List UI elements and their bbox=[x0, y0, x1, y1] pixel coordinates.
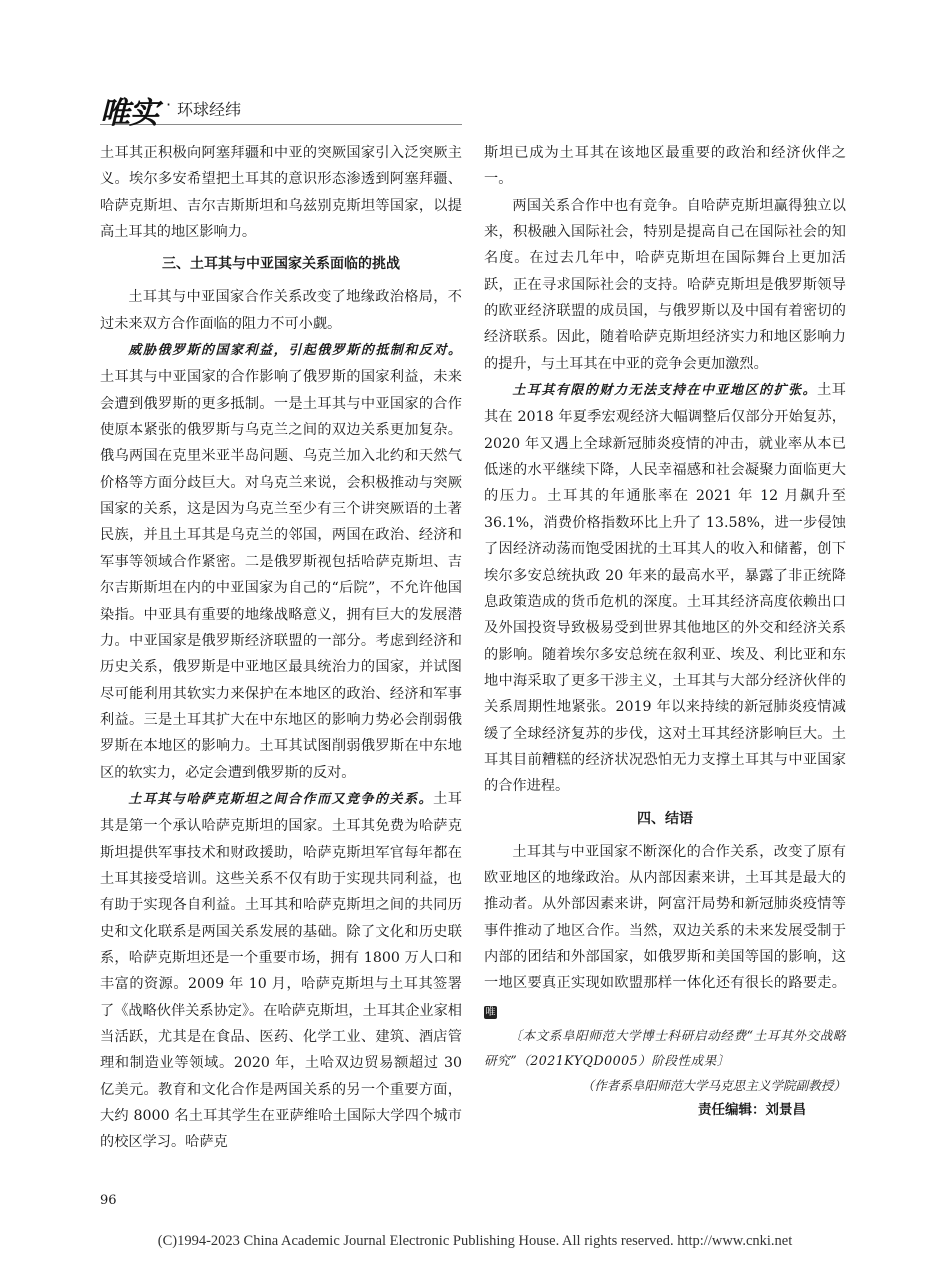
paragraph bbox=[100, 786, 462, 1156]
lead-sentence: 土耳其有限的财力无法支持在中亚地区的扩张。 bbox=[512, 383, 818, 399]
lead-sentence: 土耳其与哈萨克斯坦之间合作而又竞争的关系。 bbox=[128, 791, 434, 807]
left-column bbox=[100, 140, 462, 1156]
magazine-logo: 唯实 bbox=[100, 96, 158, 131]
paragraph bbox=[484, 377, 846, 800]
section-title: 环球经纬 bbox=[177, 100, 242, 119]
paragraph: 斯坦已成为土耳其在该地区最重要的政治和经济伙伴之一。 bbox=[484, 145, 846, 188]
paragraph-body: 土耳其在 2018 年夏季宏观经济大幅调整后仅部分开始复苏，2020 年又遇上全球新冠肺炎疫情的冲击，就业率从本已低迷的水平继续下降，人民幸福感和社会凝聚力面临更大的压力。土耳其的年通胀率在 2021 年 12 月飙升至 36.1%，消费价格指数环比上升了 13.58%，进一步侵蚀了因经济动荡而饱受困扰的土耳其人的收入和储蓄，创下埃尔多安总统执政 20 年来的最高水平，暴露了非正统降息政策造成的货币危机的深度。土耳其经济高度依赖出口及外国投资导致极易受到世界其他地区的外交和经济关系的影响。随着埃尔多安总统在叙利亚、埃及、利比亚和东地中海采取了更多干涉主义，土耳其与大部分经济伙伴的关系周期性地紧张。2019 年以来持续的新冠肺炎疫情减缓了全球经济复苏的步伐，这对土耳其经济影响巨大。土耳其目前糟糕的经济状况恐怕无力支撑土耳其与中亚国家的合作进程。 bbox=[484, 382, 846, 795]
paragraph: 两国关系合作中也有竞争。自哈萨克斯坦赢得独立以来，积极融入国际社会，特别是提高自己在国际社会的知名度。在过去几年中，哈萨克斯坦在国际舞台上更加活跃，正在寻求国际社会的支持。哈萨克斯坦是俄罗斯领导的欧亚经济联盟的成员国，与俄罗斯以及中国有着密切的经济联系。因此，随着哈萨克斯坦经济实力和地区影响力的提升，与土耳其在中亚的竞争会更加激烈。 bbox=[484, 197, 846, 372]
page-header bbox=[100, 86, 462, 131]
header-separator: · bbox=[166, 95, 172, 114]
paragraph-body: 土耳其是第一个承认哈萨克斯坦的国家。土耳其免费为哈萨克斯坦提供军事技术和财政援助，哈萨克斯坦军官每年都在土耳其接受培训。这些关系不仅有助于实现共同利益，也有助于实现各自利益。土耳其和哈萨克斯坦之间的共同历史和文化联系是两国关系发展的基础。除了文化和历史联系，哈萨克斯坦还是一个重要市场，拥有 1800 万人口和丰富的资源。2009 年 10 月，哈萨克斯坦与土耳其签署了《战略伙伴关系协定》。在哈萨克斯坦，土耳其企业家相当活跃，尤其是在食品、医药、化学工业、建筑、酒店管理和制造业等领域。2020 年，土哈双边贸易额超过 30 亿美元。教育和文化合作是两国关系的另一个重要方面，大约 8000 名土耳其学生在亚萨维哈土国际大学四个城市的校区学习。哈萨克 bbox=[100, 790, 462, 1151]
copyright-footer: (C)1994-2023 China Academic Journal Electronic Publishing House. All rights reserved. http://www.cnki.net bbox=[157, 1233, 793, 1249]
author-note: （作者系阜阳师范大学马克思主义学院副教授） bbox=[581, 1078, 846, 1093]
editor-credit: 责任编辑：刘景昌 bbox=[698, 1102, 806, 1118]
lead-sentence: 威胁俄罗斯的国家利益，引起俄罗斯的抵制和反对。 bbox=[128, 343, 462, 359]
paragraph: 土耳其正积极向阿塞拜疆和中亚的突厥国家引入泛突厥主义。埃尔多安希望把土耳其的意识形态渗透到阿塞拜疆、哈萨克斯坦、吉尔吉斯斯坦和乌兹别克斯坦等国家，以提高土耳其的地区影响力。 bbox=[100, 145, 462, 241]
right-column bbox=[484, 140, 846, 1122]
paragraph-body: 土耳其与中亚国家不断深化的合作关系，改变了原有欧亚地区的地缘政治。从内部因素来讲，土耳其是最大的推动者。从外部因素来讲，阿富汗局势和新冠肺炎疫情等事件推动了地区合作。当然，双边关系的未来发展受制于内部的团结和外部国家，如俄罗斯和美国等国的影响，这一地区要真正实现如欧盟那样一体化还有很长的路要走。 bbox=[484, 843, 846, 992]
paragraph bbox=[484, 839, 846, 1023]
paragraph: 土耳其与中亚国家合作关系改变了地缘政治格局，不过未来双方合作面临的阻力不可小觑。 bbox=[100, 289, 462, 332]
funding-note: 〔本文系阜阳师范大学博士科研启动经费“土耳其外交战略研究”（2021KYQD0005）阶段性成果〕 bbox=[484, 1028, 846, 1068]
section-heading: 四、结语 bbox=[637, 810, 693, 827]
page-number: 96 bbox=[100, 1193, 117, 1208]
end-mark-icon: 唯 bbox=[485, 1006, 496, 1018]
paragraph bbox=[100, 337, 462, 786]
paragraph-body: 土耳其与中亚国家的合作影响了俄罗斯的国家利益，未来会遭到俄罗斯的更多抵制。一是土耳其与中亚国家的合作使原本紧张的俄罗斯与乌克兰之间的双边关系更加复杂。俄乌两国在克里米亚半岛问题、乌克兰加入北约和天然气价格等方面分歧巨大。对乌克兰来说，会积极推动与突厥国家的关系，这是因为乌克兰至少有三个讲突厥语的土著民族，并且土耳其是乌克兰的邻国，两国在政治、经济和军事等领域合作紧密。二是俄罗斯视包括哈萨克斯坦、吉尔吉斯斯坦在内的中亚国家为自己的“后院”，不允许他国染指。中亚具有重要的地缘战略意义，拥有巨大的发展潜力。中亚国家是俄罗斯经济联盟的一部分。考虑到经济和历史关系，俄罗斯是中亚地区最具统治力的国家，并试图尽可能利用其软实力来保护在本地区的政治、经济和军事利益。三是土耳其扩大在中东地区的影响力势必会削弱俄罗斯在本地区的影响力。土耳其试图削弱俄罗斯在中东地区的软实力，必定会遭到俄罗斯的反对。 bbox=[100, 369, 462, 781]
section-heading: 三、土耳其与中亚国家关系面临的挑战 bbox=[162, 256, 400, 273]
